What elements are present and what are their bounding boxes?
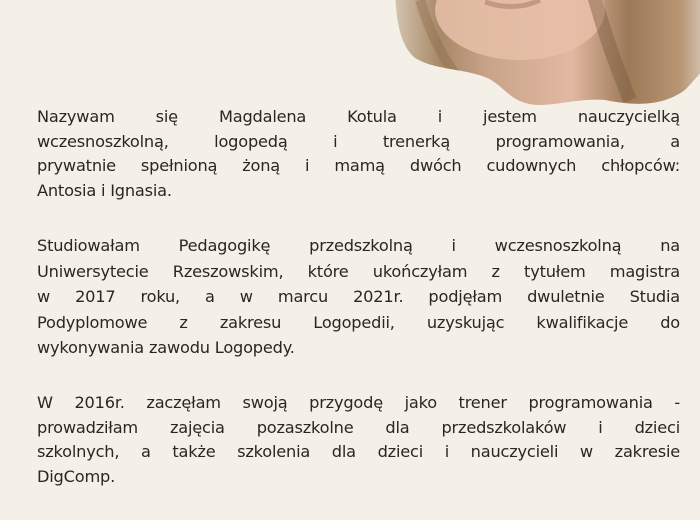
- intro-paragraph: [37, 105, 680, 203]
- text-line: W 2016r. zaczęłam swoją przygodę jako trener programowania -: [37, 393, 680, 412]
- text-line: DigComp.: [37, 466, 116, 486]
- text-line: Nazywam się Magdalena Kotula i jestem nauczycielką: [37, 107, 680, 126]
- text-line: wczesnoszkolną, logopedą i trenerką programowania, a: [37, 131, 680, 151]
- education-paragraph: [37, 234, 680, 361]
- text-line: prywatnie spełnioną żoną i mamą dwóch cudownych chłopców:: [37, 156, 680, 176]
- text-line: Antosia i Ignasia.: [37, 180, 172, 200]
- text-line: w 2017 roku, a w marcu 2021r. podjęłam dwuletnie Studia: [37, 287, 680, 307]
- text-line: wykonywania zawodu Logopedy.: [37, 338, 295, 358]
- text-line: prowadziłam zajęcia pozaszkolne dla przedszkolaków i dzieci: [37, 417, 680, 437]
- text-line: szkolnych, a także szkolenia dla dzieci i nauczycieli w zakresie: [37, 442, 680, 462]
- portrait-photo: [390, 0, 700, 110]
- text-line: Uniwersytecie Rzeszowskim, które ukończyłam z tytułem magistra: [37, 261, 680, 281]
- text-line: Studiowałam Pedagogikę przedszkolną i wczesnoszkolną na: [37, 236, 680, 255]
- experience-paragraph: [37, 391, 680, 489]
- text-line: Podyplomowe z zakresu Logopedii, uzyskując kwalifikacje do: [37, 312, 680, 332]
